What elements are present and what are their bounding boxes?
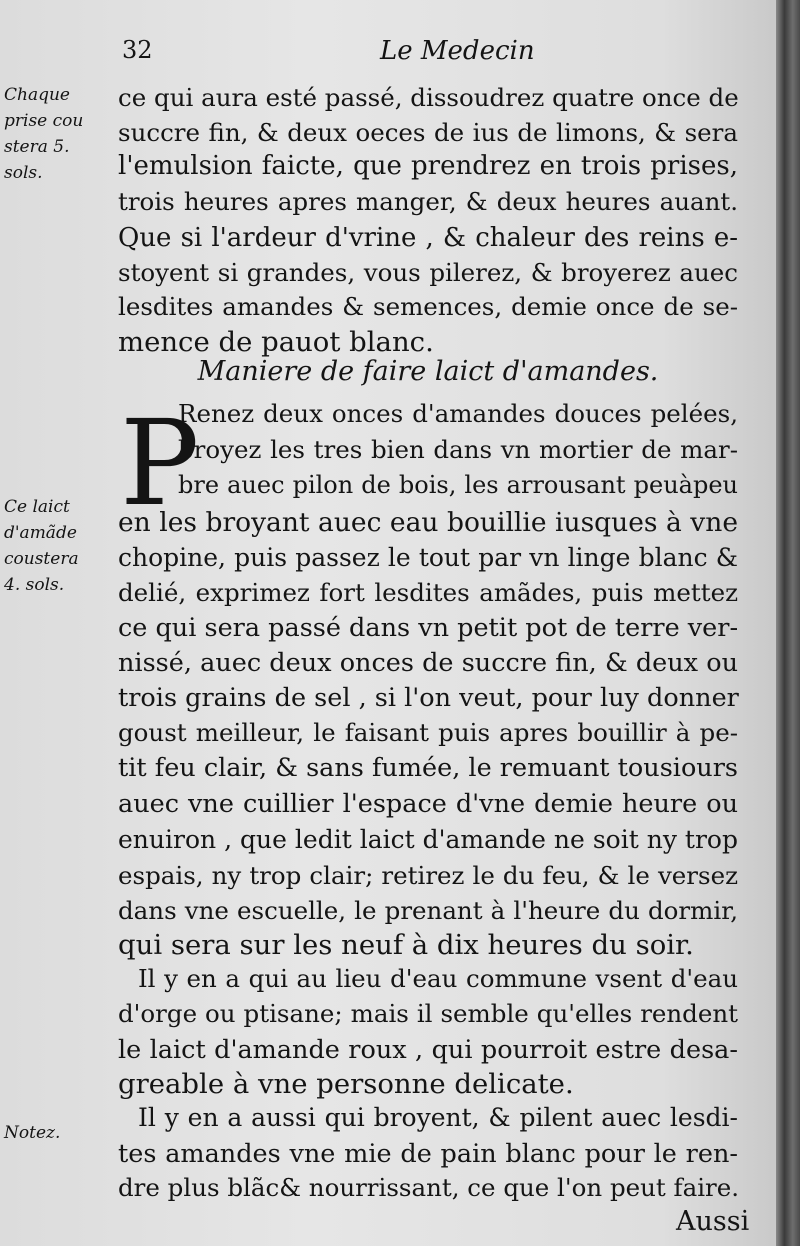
text-line: delié, exprimez fort lesdites amãdes, puis mettez: [118, 578, 738, 607]
margin-note-price-almond-milk: [4, 494, 116, 598]
book-page-edge: [776, 0, 800, 1246]
text-line: auec vne cuillier l'espace d'vne demie heure ou: [118, 789, 738, 819]
margin-note-line: Chaque: [4, 85, 70, 105]
margin-note-line: prise cou: [4, 111, 84, 131]
text-line: dans vne escuelle, le prenant à l'heure du dormir,: [118, 896, 738, 925]
text-line: Que si l'ardeur d'vrine , & chaleur des reins e-: [118, 223, 738, 253]
text-line: tit feu clair, & sans fumée, le remuant tousiours: [118, 753, 738, 783]
text-line: espais, ny trop clair; retirez le du feu, & le versez: [118, 861, 738, 890]
margin-note-line: sols.: [4, 163, 43, 183]
margin-note-line: d'amãde: [4, 523, 77, 543]
section-heading: Maniere de faire laict d'amandes.: [197, 356, 659, 387]
text-line: qui sera sur les neuf à dix heures du soir.: [118, 929, 694, 961]
text-line: nissé, auec deux onces de succre fin, & deux ou: [118, 648, 738, 678]
text-line: trois heures apres manger, & deux heures auant.: [118, 187, 738, 216]
margin-note-line: Ce laict: [4, 497, 70, 517]
text-line: goust meilleur, le faisant puis apres bouillir à pe-: [118, 718, 738, 747]
text-line: le laict d'amande roux , qui pourroit estre desa-: [118, 1035, 738, 1065]
margin-note-line: stera 5.: [4, 137, 70, 157]
text-line: Il y en a aussi qui broyent, & pilent auec lesdi-: [138, 1103, 738, 1132]
text-line: lesdites amandes & semences, demie once de se-: [118, 292, 738, 321]
text-line: tes amandes vne mie de pain blanc pour le ren-: [118, 1139, 738, 1169]
catchword: Aussi: [676, 1206, 750, 1237]
text-line: ce qui aura esté passé, dissoudrez quatre once de: [118, 83, 739, 112]
margin-note-line: coustera: [4, 549, 79, 569]
page-number: 32: [122, 36, 153, 64]
text-line: greable à vne personne delicate.: [118, 1068, 574, 1100]
text-line: l'emulsion faicte, que prendrez en trois prises,: [118, 151, 738, 181]
text-line: trois grains de sel , si l'on veut, pour luy donner: [118, 683, 739, 713]
text-line: chopine, puis passez le tout par vn linge blanc &: [118, 543, 738, 572]
running-title: Le Medecin: [380, 36, 535, 66]
text-line: stoyent si grandes, vous pilerez, & broyerez auec: [118, 258, 738, 287]
text-line: mence de pauot blanc.: [118, 326, 434, 358]
margin-note-notez: [4, 1120, 116, 1146]
text-line: dre plus blãc& nourrissant, ce que l'on peut faire.: [118, 1173, 740, 1202]
margin-note-line: Notez.: [4, 1123, 61, 1143]
text-line: en les broyant auec eau bouillie iusques à vne: [118, 507, 738, 538]
text-line: bre auec pilon de bois, les arrousant peuàpeu: [178, 471, 738, 499]
text-line: broyez les tres bien dans vn mortier de mar-: [178, 435, 738, 464]
text-line: succre fin, & deux oeces de ius de limons, & sera: [118, 118, 738, 147]
text-line: enuiron , que ledit laict d'amande ne soit ny trop: [118, 825, 738, 854]
text-line: ce qui sera passé dans vn petit pot de terre ver-: [118, 613, 739, 643]
text-line: Il y en a qui au lieu d'eau commune vsent d'eau: [138, 964, 738, 993]
margin-note-price-per-dose: [4, 82, 116, 186]
text-line: d'orge ou ptisane; mais il semble qu'elles rendent: [118, 999, 738, 1028]
text-line: Renez deux onces d'amandes douces pelées,: [178, 399, 738, 428]
margin-note-line: 4. sols.: [4, 575, 65, 595]
drop-cap: P: [120, 394, 200, 532]
